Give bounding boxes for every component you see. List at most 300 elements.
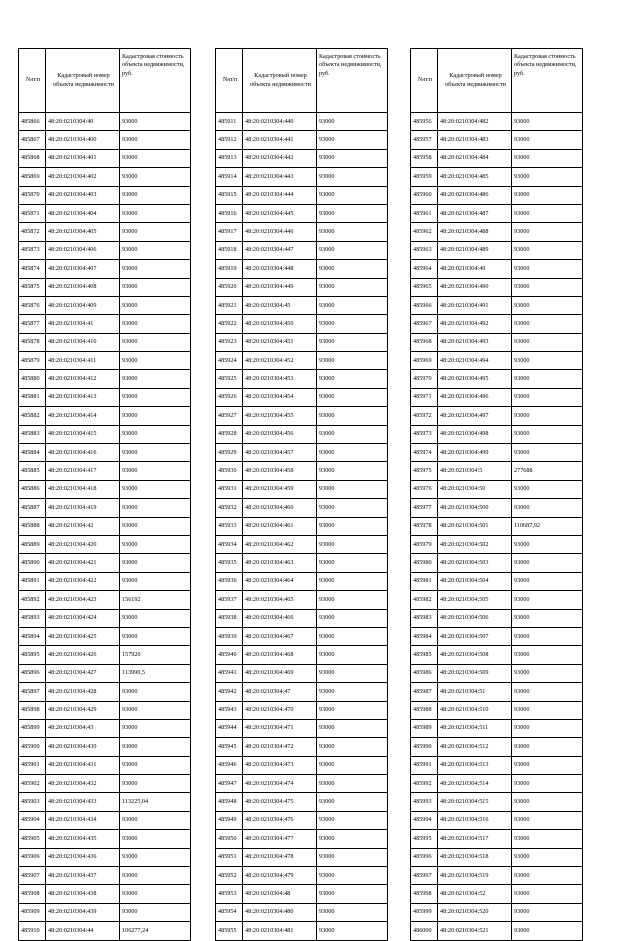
table-row: [411, 646, 583, 664]
table-row: [19, 701, 191, 719]
header-row: [216, 49, 388, 113]
table-row: [411, 296, 583, 314]
row-number: 485982: [411, 591, 438, 609]
table-row: [19, 223, 191, 241]
row-number: 485871: [19, 204, 46, 222]
table-row: [216, 811, 388, 829]
row-number: 485942: [216, 683, 243, 701]
cadastral-number: 48:20:0210304:494: [438, 352, 512, 370]
table-row: [411, 756, 583, 774]
table-row: [19, 113, 191, 131]
cadastral-number: 48:20:0210304:468: [243, 646, 317, 664]
cadastral-number: 48:20:0210304:479: [243, 867, 317, 885]
cadastral-cost: 93000: [120, 241, 191, 259]
cadastral-number: 48:20:0210304:515: [438, 793, 512, 811]
cadastral-number: 48:20:0210304:417: [46, 462, 120, 480]
table-row: [216, 352, 388, 370]
row-number: 485943: [216, 701, 243, 719]
row-number: 485926: [216, 388, 243, 406]
table-row: [19, 922, 191, 940]
row-number: 485869: [19, 168, 46, 186]
cadastral-number: 48:20:0210304:518: [438, 848, 512, 866]
table-row: [19, 775, 191, 793]
row-number: 485976: [411, 480, 438, 498]
row-number: 485930: [216, 462, 243, 480]
table-row: [411, 499, 583, 517]
table-row: [411, 719, 583, 737]
cadastral-number: 48:20:0210304:450: [243, 315, 317, 333]
table-row: [411, 315, 583, 333]
cadastral-number: 48:20:0210304:439: [46, 903, 120, 921]
cadastral-number: 48:20:0210304:412: [46, 370, 120, 388]
cadastral-number: 48:20:0210304:409: [46, 296, 120, 314]
table-row: [19, 444, 191, 462]
row-number: 485908: [19, 885, 46, 903]
table-row: [19, 462, 191, 480]
row-number: 485918: [216, 241, 243, 259]
cadastral-cost: 93000: [120, 480, 191, 498]
table-row: [19, 186, 191, 204]
table-row: [19, 296, 191, 314]
cadastral-cost: 93000: [512, 278, 583, 296]
table-row: [411, 444, 583, 462]
row-number: 485925: [216, 370, 243, 388]
cadastral-number: 48:20:0210304:453: [243, 370, 317, 388]
cadastral-cost: 93000: [120, 425, 191, 443]
cadastral-cost: 93000: [512, 756, 583, 774]
cadastral-cost: 93000: [120, 719, 191, 737]
cadastral-number: 48:20:0210304:455: [243, 407, 317, 425]
cadastral-number: 48:20:0210304:500: [438, 499, 512, 517]
cadastral-cost: 93000: [120, 756, 191, 774]
table-row: [19, 627, 191, 645]
row-number: 485986: [411, 664, 438, 682]
table-row: [216, 646, 388, 664]
cadastral-number: 48:20:0210304:482: [438, 113, 512, 131]
table-row: [411, 278, 583, 296]
cadastral-cost: 93000: [120, 903, 191, 921]
cadastral-cost: 93000: [120, 223, 191, 241]
table-row: [216, 278, 388, 296]
cadastral-number: 48:20:0210304:488: [438, 223, 512, 241]
cadastral-number: 48:20:0210304:506: [438, 609, 512, 627]
cadastral-number: 48:20:0210304:503: [438, 554, 512, 572]
cadastral-cost: 93000: [512, 260, 583, 278]
row-number: 485913: [216, 149, 243, 167]
cadastral-number: 48:20:0210304:401: [46, 149, 120, 167]
cadastral-number: 48:20:0210304:438: [46, 885, 120, 903]
cadastral-cost: 93000: [317, 903, 388, 921]
cadastral-cost: 93000: [120, 149, 191, 167]
table-row: [19, 664, 191, 682]
cadastral-cost: 93000: [512, 223, 583, 241]
cadastral-cost: 93000: [512, 296, 583, 314]
cadastral-cost: 93000: [317, 352, 388, 370]
cadastral-cost: 93000: [120, 407, 191, 425]
row-number: 485960: [411, 186, 438, 204]
cadastral-cost: 93000: [317, 572, 388, 590]
cadastral-cost: 93000: [120, 867, 191, 885]
cadastral-number: 48:20:0210304:422: [46, 572, 120, 590]
cadastral-cost: 93000: [512, 315, 583, 333]
cadastral-cost: 93000: [317, 407, 388, 425]
table-row: [216, 315, 388, 333]
cadastral-number: 48:20:0210304:45: [243, 296, 317, 314]
table-row: [216, 131, 388, 149]
cadastral-number: 48:20:0210304:517: [438, 830, 512, 848]
header-cost: Кадастровая стоимость объекта недвижимости, руб.: [512, 49, 583, 113]
cadastral-cost: 93000: [512, 701, 583, 719]
table-row: [216, 333, 388, 351]
cadastral-number: 48:20:0210304:429: [46, 701, 120, 719]
cadastral-number: 48:20:0210304:448: [243, 260, 317, 278]
cadastral-cost: 93000: [120, 848, 191, 866]
cadastral-number: 48:20:0210304:427: [46, 664, 120, 682]
row-number: 485907: [19, 867, 46, 885]
row-number: 485866: [19, 113, 46, 131]
cadastral-number: 48:20:0210304:51: [438, 683, 512, 701]
cadastral-number: 48:20:0210304:502: [438, 535, 512, 553]
cadastral-cost: 93000: [120, 811, 191, 829]
header-cost: Кадастровая стоимость объекта недвижимости, руб.: [317, 49, 388, 113]
row-number: 485923: [216, 333, 243, 351]
row-number: 485915: [216, 186, 243, 204]
table-row: [411, 830, 583, 848]
table-row: [19, 333, 191, 351]
row-number: 485969: [411, 352, 438, 370]
cadastral-cost: 93000: [317, 333, 388, 351]
cadastral-number: 48:20:0210304:408: [46, 278, 120, 296]
cadastral-cost: 93000: [317, 278, 388, 296]
table-row: [216, 903, 388, 921]
table-row: [216, 701, 388, 719]
row-number: 485888: [19, 517, 46, 535]
cadastral-number: 48:20:0210304:432: [46, 775, 120, 793]
cadastral-number: 48:20:0210304:415: [46, 425, 120, 443]
table-row: [216, 223, 388, 241]
cadastral-cost: 93000: [120, 499, 191, 517]
cadastral-cost: 93000: [120, 885, 191, 903]
cadastral-number: 48:20:0210304:513: [438, 756, 512, 774]
cadastral-number: 48:20:0210304:460: [243, 499, 317, 517]
cadastral-cost: 93000: [120, 554, 191, 572]
cadastral-cost: 93000: [512, 867, 583, 885]
table-row: [411, 811, 583, 829]
row-number: 485937: [216, 591, 243, 609]
row-number: 485958: [411, 149, 438, 167]
row-number: 485904: [19, 811, 46, 829]
cadastral-number: 48:20:0210304:423: [46, 591, 120, 609]
row-number: 485983: [411, 609, 438, 627]
row-number: 485962: [411, 223, 438, 241]
cadastral-number: 48:20:0210304:519: [438, 867, 512, 885]
table-row: [19, 241, 191, 259]
cadastral-number: 48:20:0210304:404: [46, 204, 120, 222]
cadastral-cost: 93000: [317, 609, 388, 627]
row-number: 485921: [216, 296, 243, 314]
cadastral-cost: 93000: [120, 388, 191, 406]
cadastral-cost: 93000: [512, 646, 583, 664]
cadastral-number: 48:20:0210304:428: [46, 683, 120, 701]
cadastral-cost: 93000: [317, 719, 388, 737]
table-row: [411, 517, 583, 535]
row-number: 485989: [411, 719, 438, 737]
row-number: 485944: [216, 719, 243, 737]
table-row: [411, 352, 583, 370]
row-number: 485916: [216, 204, 243, 222]
table-row: [216, 388, 388, 406]
table-row: [19, 480, 191, 498]
table-row: [411, 609, 583, 627]
table-row: [411, 204, 583, 222]
row-number: 485978: [411, 517, 438, 535]
row-number: 485959: [411, 168, 438, 186]
cadastral-cost: 93000: [120, 278, 191, 296]
header-cadastral: Кадастровый номер объекта недвижимости: [243, 49, 317, 113]
cadastral-cost: 93000: [317, 738, 388, 756]
table-row: [19, 903, 191, 921]
cadastral-number: 48:20:0210304:470: [243, 701, 317, 719]
cadastral-cost: 93000: [317, 425, 388, 443]
cadastral-cost: 93000: [317, 554, 388, 572]
cadastral-number: 48:20:0210304:42: [46, 517, 120, 535]
table-row: [411, 333, 583, 351]
row-number: 485987: [411, 683, 438, 701]
row-number: 485878: [19, 333, 46, 351]
table-row: [411, 241, 583, 259]
cadastral-cost: 93000: [317, 701, 388, 719]
table-row: [216, 444, 388, 462]
cadastral-number: 48:20:0210304:514: [438, 775, 512, 793]
cadastral-number: 48:20:0210304:462: [243, 535, 317, 553]
cadastral-cost: 93000: [512, 811, 583, 829]
table-row: [19, 535, 191, 553]
cadastral-cost: 93000: [317, 793, 388, 811]
row-number: 485919: [216, 260, 243, 278]
header-num: №п/п: [411, 49, 438, 113]
table-row: [19, 168, 191, 186]
cadastral-number: 48:20:0210304:510: [438, 701, 512, 719]
cadastral-number: 48:20:0210304:436: [46, 848, 120, 866]
row-number: 485886: [19, 480, 46, 498]
row-number: 485892: [19, 591, 46, 609]
table-row: [19, 204, 191, 222]
cadastral-number: 48:20:0210304:464: [243, 572, 317, 590]
cadastral-cost: 93000: [317, 848, 388, 866]
row-number: 485996: [411, 848, 438, 866]
cadastral-cost: 93000: [512, 113, 583, 131]
cadastral-cost: 93000: [120, 830, 191, 848]
cadastral-cost: 93000: [317, 149, 388, 167]
table-row: [216, 535, 388, 553]
cadastral-cost: 93000: [512, 903, 583, 921]
cadastral-cost: 93000: [317, 756, 388, 774]
table-row: [19, 756, 191, 774]
table-row: [411, 922, 583, 940]
cadastral-number: 48:20:0210304:472: [243, 738, 317, 756]
row-number: 485931: [216, 480, 243, 498]
row-number: 485965: [411, 278, 438, 296]
row-number: 485977: [411, 499, 438, 517]
cadastral-cost: 93000: [512, 922, 583, 940]
row-number: 485941: [216, 664, 243, 682]
header-num: №п/п: [216, 49, 243, 113]
cadastral-cost: 93000: [120, 701, 191, 719]
row-number: 485874: [19, 260, 46, 278]
cadastral-cost: 93000: [512, 609, 583, 627]
cadastral-number: 48:20:0210304:496: [438, 388, 512, 406]
cadastral-cost: 93000: [120, 683, 191, 701]
cadastral-number: 48:20:0210304:461: [243, 517, 317, 535]
row-number: 485955: [216, 922, 243, 940]
cadastral-number: 48:20:0210304:477: [243, 830, 317, 848]
cadastral-number: 48:20:0210304:487: [438, 204, 512, 222]
registry-table-2: [215, 48, 388, 941]
header-num: №п/п: [19, 49, 46, 113]
cadastral-cost: 93000: [120, 168, 191, 186]
table-row: [216, 425, 388, 443]
cadastral-cost: 93000: [317, 775, 388, 793]
cadastral-cost: 93000: [512, 627, 583, 645]
header-row: [411, 49, 583, 113]
cadastral-cost: 93000: [512, 370, 583, 388]
row-number: 485927: [216, 407, 243, 425]
table-row: [19, 554, 191, 572]
row-number: 485998: [411, 885, 438, 903]
table-row: [216, 480, 388, 498]
table-row: [216, 922, 388, 940]
cadastral-cost: 93000: [512, 480, 583, 498]
row-number: 485922: [216, 315, 243, 333]
cadastral-number: 48:20:0210304:463: [243, 554, 317, 572]
table-row: [19, 719, 191, 737]
row-number: 485974: [411, 444, 438, 462]
cadastral-cost: 93000: [512, 683, 583, 701]
cadastral-number: 48:20:0210304:483: [438, 131, 512, 149]
row-number: 485984: [411, 627, 438, 645]
cadastral-cost: 93000: [120, 186, 191, 204]
row-number: 485932: [216, 499, 243, 517]
cadastral-number: 48:20:0210304:485: [438, 168, 512, 186]
cadastral-number: 48:20:0210304:434: [46, 811, 120, 829]
cadastral-cost: 93000: [512, 719, 583, 737]
cadastral-cost: 93000: [512, 333, 583, 351]
row-number: 485956: [411, 113, 438, 131]
cadastral-cost: 93000: [317, 811, 388, 829]
cadastral-cost: 93000: [317, 867, 388, 885]
table-row: [216, 241, 388, 259]
cadastral-cost: 93000: [317, 241, 388, 259]
cadastral-number: 48:20:0210304:421: [46, 554, 120, 572]
row-number: 485900: [19, 738, 46, 756]
cadastral-cost: 93000: [120, 572, 191, 590]
cadastral-cost: 93000: [512, 388, 583, 406]
cadastral-number: 48:20:0210304:456: [243, 425, 317, 443]
cadastral-cost: 157920: [120, 646, 191, 664]
cadastral-number: 48:20:0210304:418: [46, 480, 120, 498]
table-row: [411, 425, 583, 443]
cadastral-cost: 93000: [512, 352, 583, 370]
cadastral-number: 48:20:0210304:451: [243, 333, 317, 351]
cadastral-cost: 93000: [120, 462, 191, 480]
table-row: [411, 701, 583, 719]
table-row: [411, 462, 583, 480]
table-row: [216, 867, 388, 885]
cadastral-cost: 93000: [317, 535, 388, 553]
cadastral-cost: 106277,24: [120, 922, 191, 940]
row-number: 485946: [216, 756, 243, 774]
table-row: [411, 683, 583, 701]
table-row: [216, 775, 388, 793]
cadastral-number: 48:20:0210304:474: [243, 775, 317, 793]
cadastral-cost: 93000: [317, 664, 388, 682]
table-row: [216, 609, 388, 627]
cadastral-cost: 93000: [317, 296, 388, 314]
row-number: 485899: [19, 719, 46, 737]
cadastral-number: 48:20:0210304:465: [243, 591, 317, 609]
table-row: [19, 885, 191, 903]
table-row: [19, 646, 191, 664]
row-number: 485963: [411, 241, 438, 259]
cadastral-cost: 93000: [317, 627, 388, 645]
row-number: 485953: [216, 885, 243, 903]
cadastral-cost: 93000: [120, 204, 191, 222]
cadastral-cost: 93000: [317, 204, 388, 222]
row-number: 485957: [411, 131, 438, 149]
cadastral-number: 48:20:0210304:406: [46, 241, 120, 259]
row-number: 485928: [216, 425, 243, 443]
row-number: 485936: [216, 572, 243, 590]
cadastral-cost: 93000: [512, 168, 583, 186]
cadastral-cost: 93000: [512, 499, 583, 517]
cadastral-number: 48:20:0210304:443: [243, 168, 317, 186]
cadastral-cost: 93000: [512, 848, 583, 866]
cadastral-number: 48:20:0210304:486: [438, 186, 512, 204]
table-row: [19, 738, 191, 756]
row-number: 485867: [19, 131, 46, 149]
cadastral-cost: 93000: [512, 535, 583, 553]
table-row: [411, 903, 583, 921]
cadastral-number: 48:20:0210304:508: [438, 646, 512, 664]
row-number: 485947: [216, 775, 243, 793]
row-number: 485898: [19, 701, 46, 719]
row-number: 485902: [19, 775, 46, 793]
row-number: 485979: [411, 535, 438, 553]
cadastral-number: 48:20:0210304:407: [46, 260, 120, 278]
row-number: 485961: [411, 204, 438, 222]
row-number: 485884: [19, 444, 46, 462]
table-row: [216, 168, 388, 186]
cadastral-number: 48:20:0210304:501: [438, 517, 512, 535]
cadastral-cost: 277688: [512, 462, 583, 480]
cadastral-cost: 93000: [512, 738, 583, 756]
cadastral-number: 48:20:0210304:433: [46, 793, 120, 811]
cadastral-number: 48:20:0210304:449: [243, 278, 317, 296]
row-number: 485924: [216, 352, 243, 370]
cadastral-number: 48:20:0210304:402: [46, 168, 120, 186]
row-number: 485906: [19, 848, 46, 866]
row-number: 485880: [19, 370, 46, 388]
row-number: 485905: [19, 830, 46, 848]
row-number: 485988: [411, 701, 438, 719]
cadastral-number: 48:20:0210304:452: [243, 352, 317, 370]
cadastral-cost: 93000: [317, 830, 388, 848]
table-row: [216, 793, 388, 811]
row-number: 485992: [411, 775, 438, 793]
cadastral-number: 48:20:0210304:499: [438, 444, 512, 462]
row-number: 485940: [216, 646, 243, 664]
cadastral-number: 48:20:0210304:416: [46, 444, 120, 462]
